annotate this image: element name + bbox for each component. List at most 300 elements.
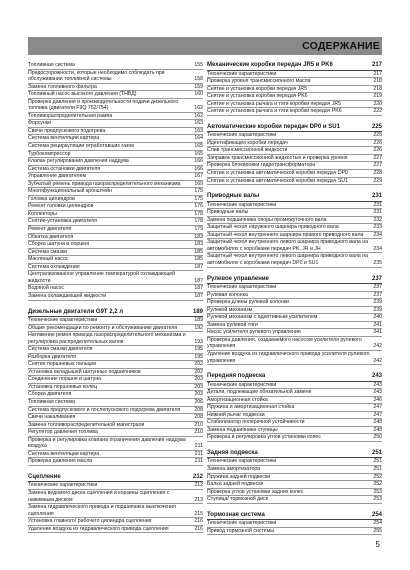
page-title: СОДЕРЖАНИЕ — [302, 40, 380, 52]
toc-section-heading — [207, 276, 382, 285]
toc-entry-title: Защитный чехол внутреннего левого шарнира приводного вала на автомобилях с коробками передач PK, JR и JH — [207, 239, 368, 252]
toc-entry-title: Снятие поршневых пальцев — [28, 361, 97, 368]
toc-entry-page: 243 — [373, 389, 382, 396]
toc-entry-title: Стабилизатор поперечной устойчивости — [207, 419, 305, 426]
toc-entry — [207, 528, 382, 536]
toc-entry-title: Защитный чехол внутреннего левого шарнира приводного вала на автомобилях с коробками передач DP0 и SU1 — [207, 253, 368, 266]
toc-entry-page: 227 — [373, 162, 382, 169]
toc-entry-title: Нижний рычаг подвески — [207, 411, 265, 418]
toc-entry-title: Система остановки двигателя — [28, 165, 101, 172]
toc-entry — [28, 234, 203, 242]
toc-entry-page: 210 — [194, 421, 203, 428]
toc-entry-page: 253 — [373, 488, 382, 495]
toc-entry-title: Пружина и амортизационная стойка — [207, 404, 295, 411]
toc-entry — [207, 178, 382, 186]
toc-entry — [207, 147, 382, 155]
toc-entry — [28, 271, 203, 285]
toc-entry-title: Многофункциональный кронштейн — [28, 188, 112, 195]
toc-entry-page: 234 — [373, 245, 382, 252]
toc-entry-title: Система рециркуляции отработавших газов — [28, 143, 134, 150]
toc-section-page: 189 — [192, 308, 203, 315]
toc-entry-page: 195 — [194, 346, 203, 353]
toc-entry-title: Технические характеристики — [207, 284, 277, 291]
toc-entry-title: Технические характеристики — [28, 317, 98, 323]
toc-entry-title: Защитный чехол внутреннего шарнира правого приводного вала — [207, 231, 364, 238]
toc-entry — [207, 322, 382, 330]
toc-entry-title: Снятие и установка рычага и тяги коробки передач JR5 — [207, 100, 342, 107]
toc-entry — [28, 62, 203, 70]
toc-entry-page: 234 — [373, 231, 382, 238]
toc-entry-page: 240 — [373, 314, 382, 321]
toc-entry-page: 233 — [373, 224, 382, 231]
toc-entry-page: 232 — [373, 216, 382, 223]
toc-entry-page: 241 — [373, 321, 382, 328]
toc-entry-page: 228 — [373, 170, 382, 177]
toc-entry-page: 189 — [194, 317, 203, 323]
toc-entry-title: Проверка уровня трансмиссионного масла — [207, 78, 311, 85]
toc-entry-title: Технические характеристики — [207, 70, 277, 77]
toc-entry-title: Зубчатый ремень привода газораспределительного механизма — [28, 180, 181, 187]
toc-entry-page: 187 — [194, 277, 203, 284]
toc-entry — [28, 317, 203, 325]
toc-entry-page: 166 — [194, 158, 203, 165]
toc-entry-title: Замена топливораспределительной магистрали — [28, 421, 145, 428]
toc-entry-title: Замена рулевой тяги — [207, 321, 258, 328]
toc-entry-title: Проверка давления масла — [28, 458, 93, 465]
toc-entry-page: 185 — [194, 256, 203, 263]
toc-entry-page: 242 — [373, 343, 382, 350]
toc-section-heading — [207, 62, 382, 71]
toc-entry-page: 250 — [373, 434, 382, 441]
toc-entry-title: Насос усилителя рулевого управления — [207, 329, 301, 336]
toc-entry — [28, 526, 203, 534]
toc-entry — [28, 166, 203, 174]
toc-entry-title: Рулевой механизм — [207, 306, 253, 313]
toc-entry-page: 178 — [194, 210, 203, 217]
toc-entry — [28, 369, 203, 377]
toc-entry-page: 162 — [194, 105, 203, 112]
toc-entry-page: 208 — [194, 414, 203, 421]
toc-entry-page: 241 — [373, 329, 382, 336]
toc-entry — [207, 209, 382, 217]
toc-entry-page: 226 — [373, 147, 382, 154]
toc-entry — [28, 143, 203, 151]
toc-entry-page: 167 — [194, 173, 203, 180]
toc-entry — [207, 520, 382, 528]
toc-entry-title: Пружина задней подвески — [207, 473, 271, 480]
toc-entry-title: Система вентиляции картера — [28, 450, 100, 457]
toc-entry — [28, 151, 203, 159]
toc-section-title: Сцепление — [28, 473, 61, 480]
toc-entry — [207, 389, 382, 397]
toc-section-heading — [207, 373, 382, 382]
toc-entry-page: 176 — [194, 203, 203, 210]
toc-entry-title: Ремонт головки цилиндров — [28, 203, 94, 210]
toc-entry-title: Соединение поршня и шатуна — [28, 376, 102, 383]
toc-entry-title: Система вентиляции картера — [28, 135, 100, 142]
toc-entry-page: 218 — [373, 85, 382, 92]
toc-entry — [28, 241, 203, 249]
toc-section-page: 231 — [371, 193, 382, 200]
toc-entry-title: Технические характеристики — [207, 132, 277, 139]
toc-entry-title: Детали, подлежащие обязательной замене — [207, 389, 312, 396]
toc-entry-title: Установка вкладышей шатунных подшипников — [28, 368, 141, 375]
toc-section-heading — [28, 474, 203, 483]
toc-entry-title: Масляный насос — [28, 256, 69, 263]
toc-entry-page: 203 — [194, 383, 203, 390]
toc-section-title: Автоматические коробки передач DP0 и SU1 — [207, 123, 340, 130]
toc-entry-title: Регулятор давления топлива — [28, 429, 98, 436]
toc-entry-title: Система охлаждения — [28, 263, 80, 270]
toc-entry-page: 165 — [194, 150, 203, 157]
toc-entry-title: Слив трансмиссионной жидкости — [207, 147, 288, 154]
toc-entry — [207, 155, 382, 163]
toc-entry-title: Проверка углов установки задних колес — [207, 488, 304, 495]
toc-entry-title: Балка задней подвески — [207, 481, 264, 488]
toc-entry — [207, 351, 382, 365]
toc-section-title: Приводные валы — [207, 193, 260, 200]
toc-entry — [207, 329, 382, 337]
toc-entry-title: Рулевой механизм с адаптивным усилителем — [207, 314, 318, 321]
toc-entry — [28, 99, 203, 113]
toc-entry-page: 208 — [194, 406, 203, 413]
toc-entry-page: 163 — [194, 120, 203, 127]
toc-entry-page: 159 — [194, 83, 203, 90]
toc-entry-page: 212 — [194, 482, 203, 489]
toc-entry-title: Централизованное управление температурой охлаждающей жидкости — [28, 271, 175, 284]
toc-entry-title: Проверка и регулировка углов установки колес — [207, 434, 321, 441]
toc-entry — [28, 354, 203, 362]
toc-entry — [28, 346, 203, 354]
toc-entry — [28, 437, 203, 451]
toc-entry-title: Защитный чехол наружного шарнира приводного вала — [207, 224, 339, 231]
toc-entry-title: Амортизационная стойка — [207, 396, 268, 403]
toc-entry-title: Удаление воздуха из гидравлического привода усилителя рулевого управления — [207, 350, 370, 364]
toc-entry-page: 183 — [194, 241, 203, 248]
toc-entry-page: 237 — [373, 284, 382, 291]
toc-entry-title: Снятие-установка двигателя — [28, 218, 97, 225]
toc-section-title: Передняя подвеска — [207, 373, 266, 380]
toc-entry-page: 217 — [373, 70, 382, 77]
toc-section-page: 251 — [371, 449, 382, 456]
toc-entry-page: 165 — [194, 143, 203, 150]
toc-entry — [28, 518, 203, 526]
toc-section-title: Тормозная система — [207, 511, 265, 518]
toc-entry-page: 251 — [373, 458, 382, 465]
toc-entry-page: 243 — [373, 381, 382, 388]
toc-entry-page: 187 — [194, 285, 203, 292]
toc-section-title: Рулевое управление — [207, 275, 269, 282]
toc-entry-page: 202 — [194, 361, 203, 368]
toc-entry-title: Натяжение ремня привода газораспределительного механизма и регулировка распределительных валов — [28, 332, 186, 345]
toc-section-page: 212 — [192, 473, 203, 480]
toc-entry-title: Технические характеристики — [28, 482, 98, 489]
toc-entry-title: Свечи накаливания — [28, 414, 76, 421]
toc-entry-page: 183 — [194, 233, 203, 240]
toc-section-page: 237 — [371, 275, 382, 282]
toc-entry-page: 219 — [373, 93, 382, 100]
toc-entry — [207, 292, 382, 300]
toc-entry-page: 229 — [373, 177, 382, 184]
toc-entry — [28, 256, 203, 264]
toc-entry — [28, 490, 203, 504]
toc-entry-page: 203 — [194, 391, 203, 398]
toc-entry — [28, 384, 203, 392]
toc-entry — [207, 101, 382, 109]
toc-entry-title: Турбокомпрессор — [28, 150, 71, 157]
toc-entry — [207, 434, 382, 442]
toc-entry-page: 192 — [194, 324, 203, 331]
toc-section-page: 217 — [371, 62, 382, 68]
toc-entry — [28, 135, 203, 143]
toc-entry-title: Топливная система — [28, 399, 75, 406]
toc-entry — [207, 299, 382, 307]
toc-entry-page: 178 — [194, 218, 203, 225]
toc-entry-page: 206 — [194, 399, 203, 406]
page-number: 5 — [375, 540, 380, 549]
toc-entry-page: 211 — [194, 458, 203, 465]
toc-section-page: 254 — [371, 511, 382, 518]
toc-entry — [28, 158, 203, 166]
toc-entry — [28, 482, 203, 490]
toc-entry — [28, 293, 203, 301]
toc-entry — [28, 196, 203, 204]
toc-entry-title: Снятие и установка рычага и тяги коробки передач PK6 — [207, 108, 342, 115]
toc-entry-page: 211 — [194, 443, 203, 450]
toc-entry-title: Замена охлаждающей жидкости — [28, 292, 107, 299]
toc-entry — [28, 218, 203, 226]
toc-entry-title: Замена топливного фильтра — [28, 83, 97, 90]
toc-entry-title: Свечи предпускового подогрева — [28, 127, 106, 134]
toc-entry-title: Топливораспределительная рампа — [28, 112, 113, 119]
toc-entry-page: 231 — [373, 201, 382, 208]
toc-entry-title: Технические характеристики — [207, 520, 277, 527]
toc-entry-title: Разборка двигателя — [28, 353, 76, 360]
toc-entry-title: Установка главного/ рабочего цилиндра сцепления — [28, 518, 152, 525]
toc-entry-page: 169 — [194, 180, 203, 187]
toc-entry-page: 252 — [373, 473, 382, 480]
toc-entry — [207, 78, 382, 86]
toc-entry-title: Управление двигателем — [28, 173, 87, 180]
toc-entry-page: 216 — [194, 525, 203, 532]
toc-entry — [28, 422, 203, 430]
toc-entry — [28, 504, 203, 518]
toc-entry — [207, 86, 382, 94]
toc-entry-page: 210 — [194, 429, 203, 436]
toc-entry-page: 253 — [373, 496, 382, 503]
toc-entry — [28, 414, 203, 422]
toc-entry-page: 187 — [194, 292, 203, 299]
toc-entry — [207, 224, 382, 232]
toc-entry-page: 227 — [373, 154, 382, 161]
toc-entry-page: 158 — [194, 76, 203, 83]
toc-entry-title: Топливный насос высокого давления (ТНВД) — [28, 91, 137, 98]
toc-entry-page: 247 — [373, 404, 382, 411]
toc-entry — [207, 458, 382, 466]
toc-entry-title: Снятие и установка автоматической коробки передач DP0 — [207, 170, 348, 177]
toc-section-heading — [28, 309, 203, 318]
toc-column-left — [28, 62, 203, 533]
toc-section-heading — [207, 193, 382, 202]
toc-entry-title: Предосторожности, которые необходимо соблюдать при обслуживании топливной системы — [28, 69, 165, 83]
toc-entry-title: Проверка блокировки гидротрансформатора — [207, 162, 316, 169]
toc-entry-page: 248 — [373, 426, 382, 433]
toc-entry — [207, 314, 382, 322]
toc-entry-title: Проверка длины рулевой колонки — [207, 299, 289, 306]
toc-entry — [28, 120, 203, 128]
toc-entry-page: 215 — [194, 510, 203, 517]
toc-entry-title: Топливная система — [28, 62, 75, 68]
toc-entry-title: Коллекторы — [28, 210, 57, 217]
toc-entry-page: 193 — [194, 338, 203, 345]
toc-entry-title: Заправка трансмиссионной жидкостью и проверка уровня — [207, 154, 348, 161]
toc-entry-title: Замена амортизатора — [207, 465, 261, 472]
toc-entry — [207, 239, 382, 253]
toc-entry-page: 195 — [194, 353, 203, 360]
toc-entry-title: Ремонт двигателя — [28, 226, 72, 233]
toc-entry — [207, 284, 382, 292]
toc-entry-page: 155 — [194, 62, 203, 68]
toc-section-heading — [207, 124, 382, 133]
toc-section-page: 225 — [371, 123, 382, 130]
toc-section-heading — [207, 512, 382, 521]
toc-entry — [28, 211, 203, 219]
toc-entry — [207, 404, 382, 412]
toc-entry-title: Головка цилиндров — [28, 195, 75, 202]
toc-entry — [28, 91, 203, 99]
toc-entry-title: Удаление воздуха из гидравлического привода сцепления — [28, 525, 169, 532]
toc-entry — [28, 361, 203, 369]
toc-entry — [207, 132, 382, 140]
toc-entry-title: Обкатка двигателя — [28, 233, 74, 240]
toc-entry-title: Система смазки двигателя — [28, 346, 93, 353]
toc-section-page: 243 — [371, 373, 382, 380]
toc-entry — [28, 429, 203, 437]
toc-entry — [28, 128, 203, 136]
toc-entry-title: Установка поршневых колец — [28, 383, 97, 390]
toc-entry-page: 166 — [194, 165, 203, 172]
toc-column-right — [207, 62, 382, 535]
toc-entry-page: 216 — [194, 518, 203, 525]
toc-entry-page: 251 — [373, 465, 382, 472]
toc-entry-page: 202 — [194, 368, 203, 375]
toc-entry-title: Технические характеристики — [207, 381, 277, 388]
toc-entry — [28, 325, 203, 333]
toc-entry — [207, 466, 382, 474]
toc-entry — [207, 419, 382, 427]
toc-entry-title: Снятие и установка автоматической коробки передач SU1 — [207, 177, 348, 184]
toc-entry-page: 203 — [194, 376, 203, 383]
toc-entry-page: 175 — [194, 195, 203, 202]
toc-entry — [28, 203, 203, 211]
toc-entry — [207, 382, 382, 390]
toc-entry-page: 179 — [194, 226, 203, 233]
toc-entry — [28, 458, 203, 466]
toc-entry-title: Технические характеристики — [207, 201, 277, 208]
toc-entry-title: Система смазки — [28, 248, 67, 255]
toc-entry-page: 255 — [373, 527, 382, 534]
toc-entry-title: Проверка и регулировка клапана ограничения давления наддува воздуха — [28, 436, 186, 450]
toc-entry — [28, 113, 203, 121]
toc-entry — [28, 391, 203, 399]
toc-entry — [207, 71, 382, 79]
toc-entry-page: 220 — [373, 100, 382, 107]
toc-entry-page: 239 — [373, 299, 382, 306]
toc-entry-title: Приводные валы — [207, 209, 249, 216]
toc-entry — [207, 337, 382, 351]
toc-entry-page: 237 — [373, 291, 382, 298]
toc-entry-title: Технические характеристики — [207, 458, 277, 465]
toc-entry-title: Сборка двигателя — [28, 391, 72, 398]
toc-entry — [207, 253, 382, 267]
toc-entry-title: Проверка давления и производительности подачи дизельного топлива (двигатели F9Q 752/754) — [28, 98, 179, 112]
toc-entry-page: 160 — [194, 91, 203, 98]
toc-entry-page: 242 — [373, 357, 382, 364]
toc-entry-page: 252 — [373, 481, 382, 488]
toc-entry-page: 164 — [194, 135, 203, 142]
toc-entry-page: 218 — [373, 78, 382, 85]
toc-entry — [28, 399, 203, 407]
toc-entry — [28, 173, 203, 181]
toc-entry — [28, 285, 203, 293]
toc-section-title: Дизельные двигатели G9T 2,2 л — [28, 308, 124, 315]
toc-entry-page: 213 — [194, 496, 203, 503]
toc-entry-title: Замена ведомого диска сцепления и корзины сцепления с нажимным диском — [28, 489, 170, 503]
toc-entry-title: Замена подшипника ступицы — [207, 426, 278, 433]
toc-entry-title: Привод тормозной системы — [207, 527, 274, 534]
toc-entry-title: Снятие и установка коробки передач JR5 — [207, 85, 307, 92]
toc-entry-page: 175 — [194, 188, 203, 195]
toc-entry-title: Форсунки — [28, 120, 51, 127]
toc-section-heading — [207, 450, 382, 459]
toc-entry — [207, 202, 382, 210]
toc-entry — [207, 481, 382, 489]
toc-entry-page: 246 — [373, 396, 382, 403]
toc-entry-page: 254 — [373, 520, 382, 527]
toc-entry-page: 225 — [373, 132, 382, 139]
toc-entry-title: Замена подшипника опоры промежуточного вала — [207, 216, 327, 223]
toc-entry-title: Идентификация коробки передач — [207, 139, 288, 146]
toc-entry — [28, 70, 203, 84]
toc-entry-page: 231 — [373, 209, 382, 216]
toc-entry-page: 226 — [373, 139, 382, 146]
toc-entry-title: Сборка шатуна и поршня — [28, 241, 90, 248]
toc-entry-title: Ступица/ тормозной диск — [207, 496, 268, 503]
toc-entry — [28, 188, 203, 196]
toc-entry — [28, 451, 203, 459]
toc-section-title: Задняя подвеска — [207, 449, 258, 456]
toc-entry-title: Водяной насос — [28, 285, 65, 292]
toc-entry-page: 185 — [194, 248, 203, 255]
toc-entry-title: Клапан регулирования давления наддува — [28, 158, 129, 165]
toc-entry-page: 239 — [373, 306, 382, 313]
toc-entry-title: Общие рекомендации по ремонту и обслуживанию двигателя — [28, 324, 178, 331]
toc-entry — [28, 407, 203, 415]
toc-entry — [207, 108, 382, 116]
toc-entry — [207, 162, 382, 170]
toc-entry — [207, 474, 382, 482]
toc-entry — [28, 376, 203, 384]
toc-entry-page: 187 — [194, 263, 203, 270]
toc-entry — [207, 427, 382, 435]
toc-entry — [28, 226, 203, 234]
toc-entry-title: Замена гидравлического привода и подшипника выключения сцепления — [28, 504, 176, 517]
toc-entry-title: Проверка давления, создаваемого насосом усилителя рулевого управления — [207, 336, 362, 350]
toc-entry — [207, 496, 382, 504]
toc-entry — [207, 93, 382, 101]
toc-entry-title: Рулевая колонка — [207, 291, 248, 298]
toc-entry — [207, 170, 382, 178]
